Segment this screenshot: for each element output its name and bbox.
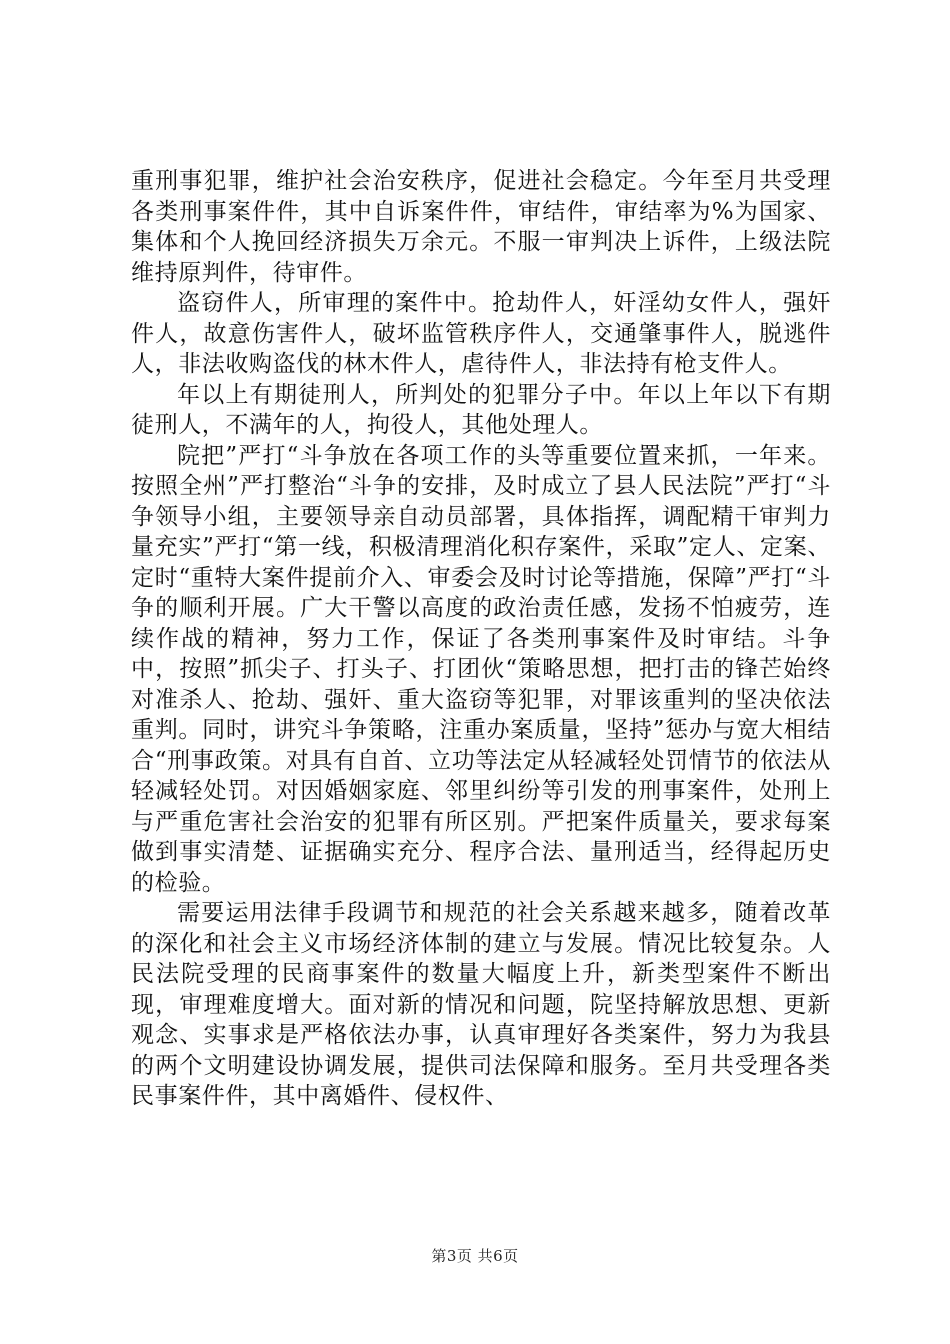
paragraph-1: 重刑事犯罪，维护社会治安秩序，促进社会稳定。今年至月共受理各类刑事案件件，其中自诉案件件，审结件，审结率为%为国家、集体和个人挽回经济损失万余元。不服一审判决上诉件，上级法院维持原判件，待审件。 [131,168,831,286]
document-body [131,166,831,1112]
paragraph-3: 年以上有期徒刑人，所判处的犯罪分子中。年以上年以下有期徒刑人，不满年的人，拘役人，其他处理人。 [131,381,831,438]
page-footer: 第3页 共6页 [431,1247,519,1265]
paragraph-2: 盗窃件人，所审理的案件中。抢劫件人，奸淫幼女件人，强奸件人，故意伤害件人，破坏监管秩序件人，交通肇事件人，脱逃件人，非法收购盗伐的林木件人，虐待件人，非法持有枪支件人。 [131,290,831,377]
paragraph-4: 院把”严打“斗争放在各项工作的头等重要位置来抓，一年来。按照全州”严打整治“斗争的安排，及时成立了县人民法院”严打“斗争领导小组，主要领导亲自动员部署，具体指挥，调配精干审判力量充实”严打“第一线，积极清理消化积存案件，采取”定人、定案、定时“重特大案件提前介入、审委会及时讨论等措施，保障”严打“斗争的顺利开展。广大干警以高度的政治责任感，发扬不怕疲劳，连续作战的精神，努力工作，保证了各类刑事案件及时审结。斗争中，按照”抓尖子、打头子、打团伙“策略思想，把打击的锋芒始终对准杀人、抢劫、强奸、重大盗窃等犯罪，对罪该重判的坚决依法重判。同时，讲究斗争策略，注重办案质量，坚持”惩办与宽大相结合“刑事政策。对具有自首、立功等法定从轻减轻处罚情节的依法从轻减轻处罚。对因婚姻家庭、邻里纠纷等引发的刑事案件，处刑上与严重危害社会治安的犯罪有所区别。严把案件质量关，要求每案做到事实清楚、证据确实充分、程序合法、量刑适当，经得起历史的检验。 [131,442,831,896]
paragraph-5: 需要运用法律手段调节和规范的社会关系越来越多，随着改革的深化和社会主义市场经济体制的建立与发展。情况比较复杂。人民法院受理的民商事案件的数量大幅度上升，新类型案件不断出现，审理难度增大。面对新的情况和问题，院坚持解放思想、更新观念、实事求是严格依法办事，认真审理好各类案件，努力为我县的两个文明建设协调发展，提供司法保障和服务。至月共受理各类民事案件件，其中离婚件、侵权件、 [131,900,831,1109]
